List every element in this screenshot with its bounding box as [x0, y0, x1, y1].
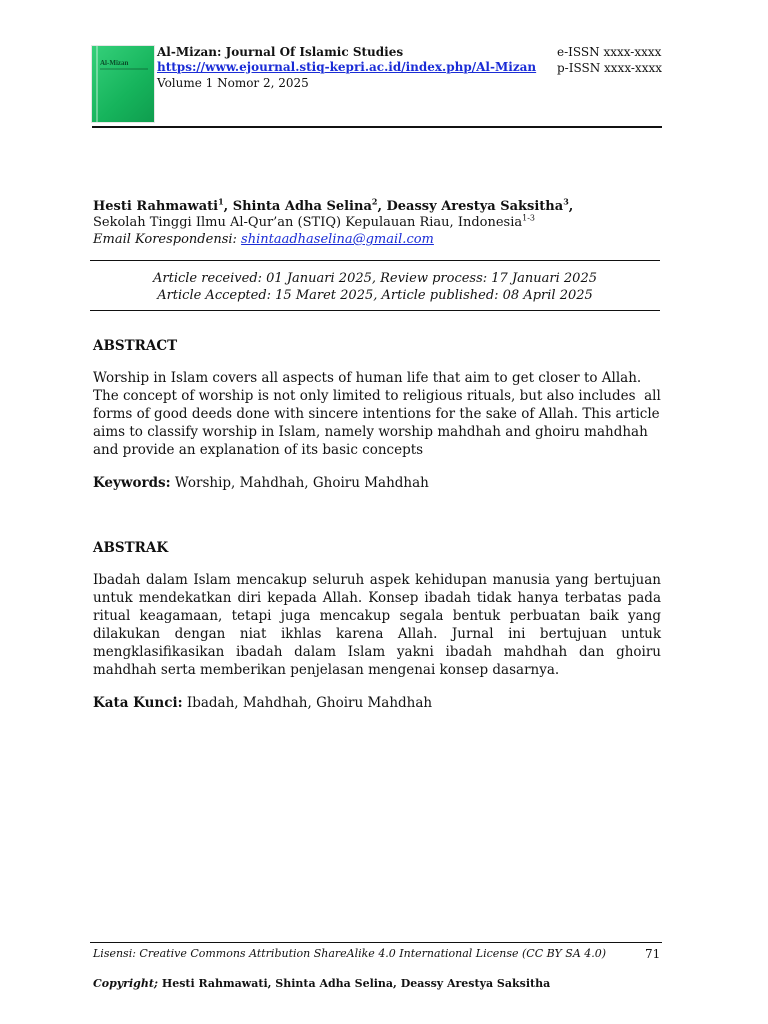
- header-divider: [92, 126, 662, 128]
- dates-bottom-rule: [90, 310, 660, 311]
- copyright-label: Copyright;: [93, 977, 158, 990]
- page-number: 71: [645, 947, 661, 961]
- author-2-sup: 2: [371, 196, 378, 207]
- abstract-heading: ABSTRACT: [93, 338, 178, 354]
- journal-url-link[interactable]: https://www.ejournal.stiq-kepri.ac.id/index.php/Al-Mizan: [157, 60, 537, 74]
- email-link[interactable]: shintaadhaselina@gmail.com: [241, 232, 434, 247]
- affiliation-sup: 1-3: [522, 213, 536, 223]
- journal-name: Al-Mizan: Journal Of Islamic Studies: [157, 45, 404, 59]
- author-3: , Deassy Arestya Saksitha: [377, 199, 564, 214]
- abstrak-text: Ibadah dalam Islam mencakup seluruh aspek kehidupan manusia yang bertujuan untuk mendekatkan diri kepada Allah. Konsep ibadah tidak hanya terbatas pada ritual keagamaan, tetapi juga mencakup segala bentuk perbuatan baik yang dilakukan dengan niat ikhlas karena Allah. Jurnal ini bertujuan untuk mengklasifikasikan ibadah dalam Islam yakni ibadah mahdhah dan ghoiru mahdhah serta memberikan penjelasan mengenai konsep dasarnya.: [93, 572, 661, 678]
- affiliation: [93, 215, 535, 230]
- author-2: , Shinta Adha Selina: [223, 199, 372, 214]
- cover-title: Al-Mizan: [100, 59, 129, 67]
- abstract-line: The concept of worship is not only limited to religious rituals, but also includes all: [93, 388, 661, 404]
- keywords-label: Keywords:: [93, 475, 171, 491]
- kata-kunci-label: Kata Kunci:: [93, 695, 183, 711]
- abstrak-heading: ABSTRAK: [93, 540, 169, 556]
- correspondence-email: [93, 232, 434, 247]
- email-label: Email Korespondensi:: [93, 232, 242, 247]
- abstract-line: forms of good deeds done with sincere intentions for the sake of Allah. This article: [93, 406, 660, 422]
- kata-kunci-list: Ibadah, Mahdhah, Ghoiru Mahdhah: [182, 695, 433, 711]
- abstract-text: [93, 369, 661, 459]
- pissn: p-ISSN xxxx-xxxx: [557, 61, 663, 75]
- article-dates-line-1: Article received: 01 Januari 2025, Review process: 17 Januari 2025: [153, 271, 597, 286]
- license-text: Lisensi: Creative Commons Attribution ShareAlike 4.0 International License (CC BY SA 4.0): [93, 947, 607, 960]
- abstract-line: aims to classify worship in Islam, namely worship mahdhah and ghoiru mahdhah: [93, 424, 648, 440]
- copyright: [93, 977, 550, 990]
- affiliation-text: Sekolah Tinggi Ilmu Al-Qur’an (STIQ) Kepulauan Riau, Indonesia: [93, 215, 523, 230]
- volume-info: Volume 1 Nomor 2, 2025: [157, 76, 309, 90]
- dates-top-rule: [90, 260, 660, 261]
- kata-kunci: [93, 695, 432, 711]
- author-list: [93, 196, 574, 214]
- journal-cover-thumbnail: [92, 46, 154, 122]
- author-1: Hesti Rahmawati: [93, 199, 219, 214]
- cover-subtitle-bar: [100, 68, 148, 70]
- author-3-sup: 3: [563, 196, 569, 207]
- footer-divider: [90, 942, 662, 943]
- eissn: e-ISSN xxxx-xxxx: [557, 45, 662, 59]
- abstract-line: Worship in Islam covers all aspects of human life that aim to get closer to Allah.: [93, 370, 642, 386]
- cover-spine: [96, 46, 98, 122]
- article-dates-line-2: Article Accepted: 15 Maret 2025, Article published: 08 April 2025: [157, 288, 593, 303]
- keywords-list: Worship, Mahdhah, Ghoiru Mahdhah: [170, 475, 429, 491]
- author-trail: ,: [568, 199, 574, 214]
- abstract-line: and provide an explanation of its basic concepts: [93, 442, 424, 458]
- keywords: [93, 475, 429, 491]
- author-1-sup: 1: [218, 196, 224, 207]
- copyright-names: Hesti Rahmawati, Shinta Adha Selina, Deassy Arestya Saksitha: [157, 977, 551, 990]
